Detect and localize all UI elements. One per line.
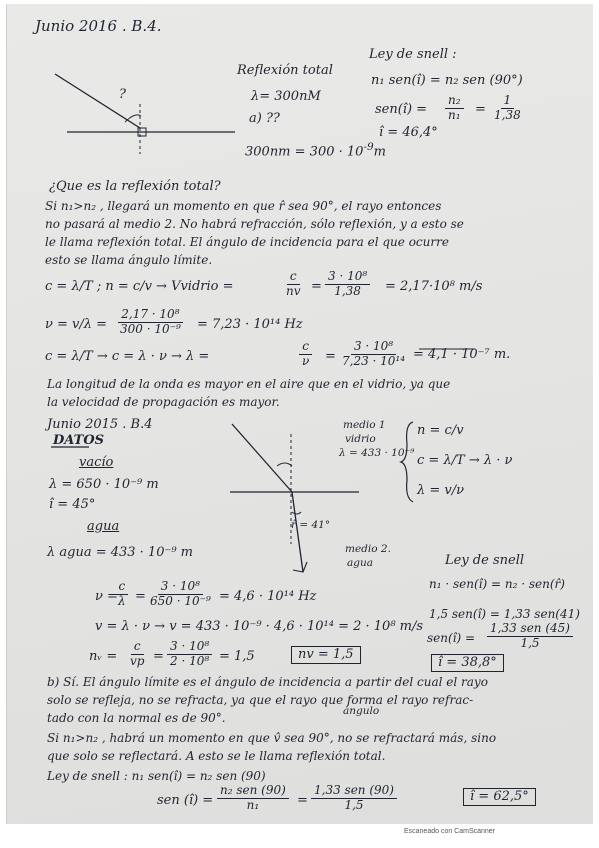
snell2-title: Ley de snell (445, 553, 525, 568)
section1-conversion (245, 142, 386, 160)
snell2-result: î = 38,8° (431, 654, 504, 672)
medio1-label: medio 1 (343, 419, 386, 431)
part-b-line-1: b) Sí. El ángulo límite es el ángulo de incidencia a partir del cual el rayo (47, 675, 488, 689)
nu2-equals: = (135, 589, 146, 604)
definition-line-2: no pasará al medio 2. No habrá refracción, sólo reflexión, y a esto se (45, 217, 464, 231)
nv-boxed-result: nv = 1,5 (291, 646, 361, 664)
conversion-base: 300nm = 300 · 10 (245, 144, 364, 160)
snell3-line: Ley de snell : n₁ sen(î) = n₂ sen (90) (47, 769, 266, 783)
nu2-result: = 4,6 · 10¹⁴ Hz (219, 589, 317, 604)
nv-approx: = 1,5 (219, 649, 255, 664)
agua2-label: agua (347, 557, 374, 569)
vidrio-lambda: λ = 433 · 10⁻⁹ (339, 447, 415, 459)
velocity-result: = 2,17·10⁸ m/s (385, 279, 483, 294)
refraction-angle: r̂ = 41° (291, 519, 331, 531)
snell2-sen: sen(î) = (427, 631, 476, 645)
snell-fraction: $\frac{\text{n₂}}{\text{n₁}}$ (445, 94, 464, 123)
vacio-label: vacío (79, 455, 114, 470)
nu2-fraction: $\frac{c}{\lambda}$ (115, 580, 129, 609)
system-lambda: λ = v/ν (417, 483, 465, 498)
snell-fraction-2: $\frac{1}{1,38}$ (494, 93, 521, 122)
part-b-line-5: que solo se reflectará. A esto se le llama reflexión total. (47, 749, 386, 763)
system-n: n = c/v (417, 423, 464, 438)
vidrio-label: vidrio (345, 433, 376, 445)
sen3-fraction-2: 1,33 sen (90) 1,5 (311, 784, 397, 813)
conversion-exp: -9 (363, 141, 374, 153)
section1-lambda: λ= 300nM (251, 89, 321, 104)
snell-sen: sen(î) = (375, 102, 428, 117)
frequency-fraction: $\frac{\text{2,17 · 10⁸}}{\text{300 · 10⁻⁹}}$ (120, 307, 181, 336)
wavelength-fraction: $\frac{c}{\nu}$ (299, 340, 312, 369)
sen3-result: î = 62,5° (463, 788, 536, 806)
nu2-left: ν = (95, 589, 118, 604)
page-header: Junio 2016 . B.4. (35, 17, 162, 35)
nv-left: nᵥ = (89, 649, 118, 664)
snell2-fraction: 1,33 sen (45) 1,5 (487, 622, 573, 651)
snell2-eq1: n₁ · sen(î) = n₂ · sen(r̂) (429, 577, 565, 591)
section4-header: Junio 2015 . B.4 (47, 417, 153, 432)
section1-question: a) ?? (249, 111, 280, 126)
medio2-label: medio 2. (345, 543, 391, 555)
frequency-formula: ν = v/λ = (45, 317, 108, 332)
angulo-note: ángulo (343, 705, 380, 717)
snell-equals: = (475, 102, 486, 117)
agua-lambda: λ agua = 433 · 10⁻⁹ m (47, 545, 194, 560)
nv-fraction-2: $\frac{\text{3 · 10⁸}}{\text{2 · 10⁸}}$ (167, 640, 212, 669)
wavelength-formula: c = λ/T → c = λ · ν → λ = (45, 349, 210, 364)
frequency-result: = 7,23 · 10¹⁴ Hz (197, 317, 303, 332)
part-b-line-2: solo se refleja, no se refracta, ya que el rayo que forma el rayo refrac- (47, 693, 474, 707)
nu2-fraction-2: $\frac{\text{3 · 10⁸}}{\text{650 · 10⁻⁹}}$ (150, 579, 211, 608)
system-c: c = λ/T → λ · ν (417, 453, 513, 468)
velocity-formula: c = λ/T ; n = c/v → Vvidrio = (45, 279, 234, 294)
wavelength-equals: = (325, 349, 336, 364)
angle-question-label: ? (119, 87, 126, 102)
conversion-unit: m (373, 144, 386, 160)
nv-equals: = (153, 649, 164, 664)
agua-label: agua (87, 519, 120, 534)
wavelength-fraction-2: $\frac{\text{3 · 10⁸}}{\text{7,23 · 10¹⁴}}$ (342, 339, 406, 368)
definition-line-3: le llama reflexión total. El ángulo de incidencia para el que ocurre (45, 235, 449, 249)
vacio-lambda: λ = 650 · 10⁻⁹ m (49, 477, 159, 492)
vacio-angle: î = 45° (49, 497, 96, 512)
scanned-page (6, 4, 593, 824)
velocity2-line: v = λ · ν → v = 433 · 10⁻⁹ · 4,6 · 10¹⁴ = 2 · 10⁸ m/s (95, 619, 424, 634)
snell-equation: n₁ sen(î) = n₂ sen (90°) (371, 73, 523, 88)
conclusion-line-1: La longitud de la onda es mayor en el aire que en el vidrio, ya que (47, 377, 451, 391)
snell2-eq2: 1,5 sen(î) = 1,33 sen(41) (429, 607, 580, 621)
velocity-fraction: $\frac{c}{nv}$ (286, 269, 301, 298)
total-reflection-question: ¿Que es la reflexión total? (49, 179, 221, 194)
definition-line-1: Si n₁>n₂ , llegará un momento en que r̂ sea 90°, el rayo entonces (45, 199, 442, 213)
nv-fraction: $\frac{c}{vp}$ (130, 639, 145, 668)
datos-label: DATOS (53, 433, 105, 448)
part-b-line-3: tado con la normal es de 90°. (47, 711, 226, 725)
sen3-left: sen (î) = (157, 793, 214, 808)
definition-line-4: esto se llama ángulo límite. (45, 253, 213, 267)
part-b-line-4: Si n₁>n₂ , habrá un momento en que v̂ sea 90°, no se refractará más, sino (47, 731, 497, 745)
wavelength-result: = 4,1 · 10⁻⁷ m. (413, 347, 511, 362)
section1-title: Reflexión total (237, 63, 333, 78)
velocity-fraction-2: $\frac{\text{3 · 10⁸}}{1,38}$ (325, 270, 370, 299)
snell-result: î = 46,4° (379, 125, 438, 140)
scanner-footer: Escaneado con CamScanner (403, 828, 496, 835)
conclusion-line-2: la velocidad de propagación es mayor. (47, 395, 280, 409)
sen3-equals: = (297, 793, 308, 808)
snell-title: Ley de snell : (369, 47, 457, 62)
sen3-fraction: n₂ sen (90) n₁ (217, 784, 289, 813)
velocity-equals: = (311, 279, 322, 294)
